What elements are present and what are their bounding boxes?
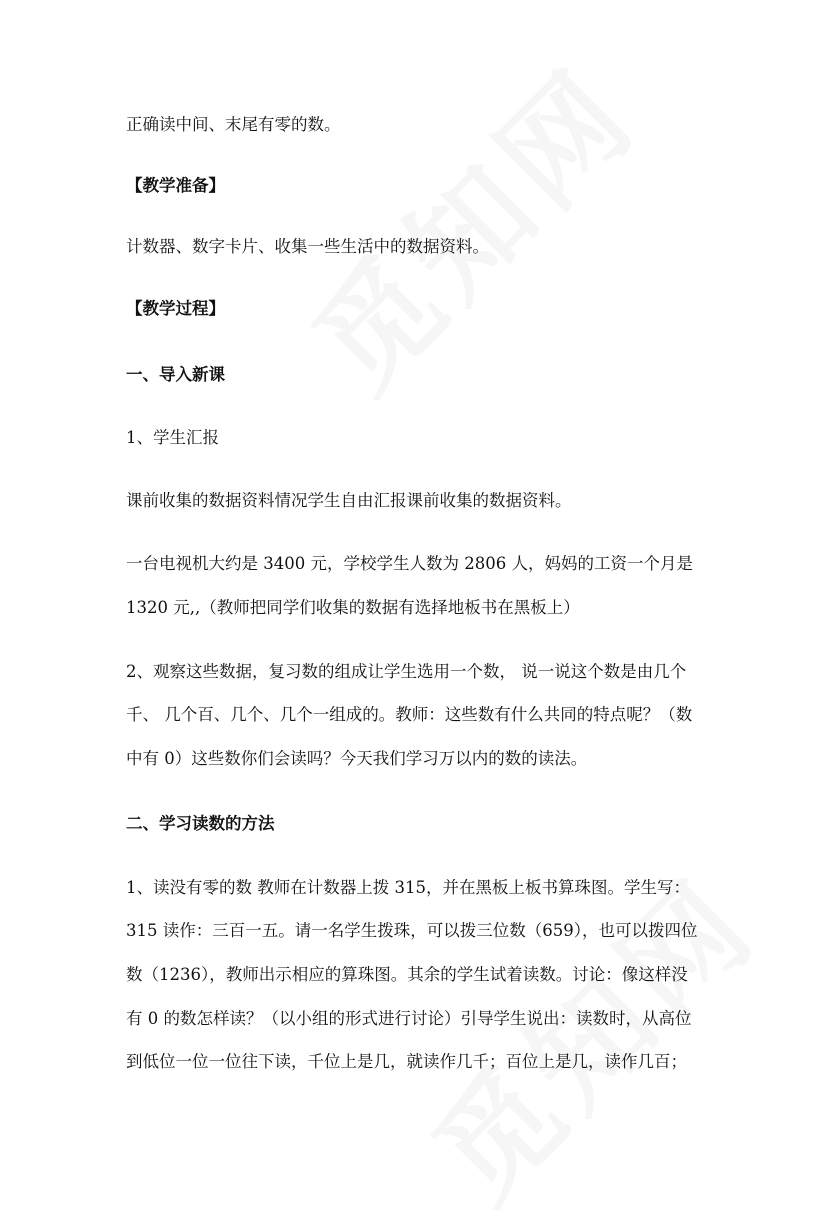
section-heading-preparation: 【教学准备】 bbox=[126, 176, 225, 195]
section-heading-process: 【教学过程】 bbox=[126, 299, 225, 318]
section-heading-intro: 一、导入新课 bbox=[126, 365, 225, 384]
paragraph-line: 到低位一位一位往下读，千位上是几，就读作几千；百位上是几，读作几百； bbox=[126, 1052, 687, 1071]
paragraph-line: 315 读作：三百一五。请一名学生拨珠，可以拨三位数（659），也可以拨四位 bbox=[126, 921, 698, 940]
paragraph-line: 数（1236），教师出示相应的算珠图。其余的学生试着读数。讨论：像这样没 bbox=[126, 965, 688, 984]
paragraph-line: 千、 几个百、几个、几个一组成的。教师：这些数有什么共同的特点呢？（数 bbox=[126, 705, 693, 724]
paragraph: 1、学生汇报 bbox=[126, 428, 219, 447]
paragraph-line: 2、观察这些数据，复习数的组成让学生选用一个数， 说一说这个数是由几个 bbox=[126, 662, 687, 681]
paragraph-line: 一台电视机大约是 3400 元，学校学生人数为 2806 人，妈妈的工资一个月是 bbox=[126, 554, 693, 573]
paragraph-line: 中有 0）这些数你们会读吗？今天我们学习万以内的数的读法。 bbox=[126, 749, 588, 768]
section-heading-reading-method: 二、学习读数的方法 bbox=[126, 814, 275, 833]
paragraph-line: 1320 元,,（教师把同学们收集的数据有选择地板书在黑板上） bbox=[126, 598, 580, 617]
paragraph: 正确读中间、末尾有零的数。 bbox=[126, 115, 341, 134]
watermark bbox=[270, 24, 667, 421]
paragraph-line: 有 0 的数怎样读？（以小组的形式进行讨论）引导学生说出：读数时，从高位 bbox=[126, 1009, 692, 1028]
paragraph: 课前收集的数据资料情况学生自由汇报课前收集的数据资料。 bbox=[126, 491, 572, 510]
paragraph: 计数器、数字卡片、收集一些生活中的数据资料。 bbox=[126, 237, 489, 256]
paragraph-line: 1、读没有零的数 教师在计数器上拨 315，并在黑板上板书算珠图。学生写： bbox=[126, 878, 690, 897]
